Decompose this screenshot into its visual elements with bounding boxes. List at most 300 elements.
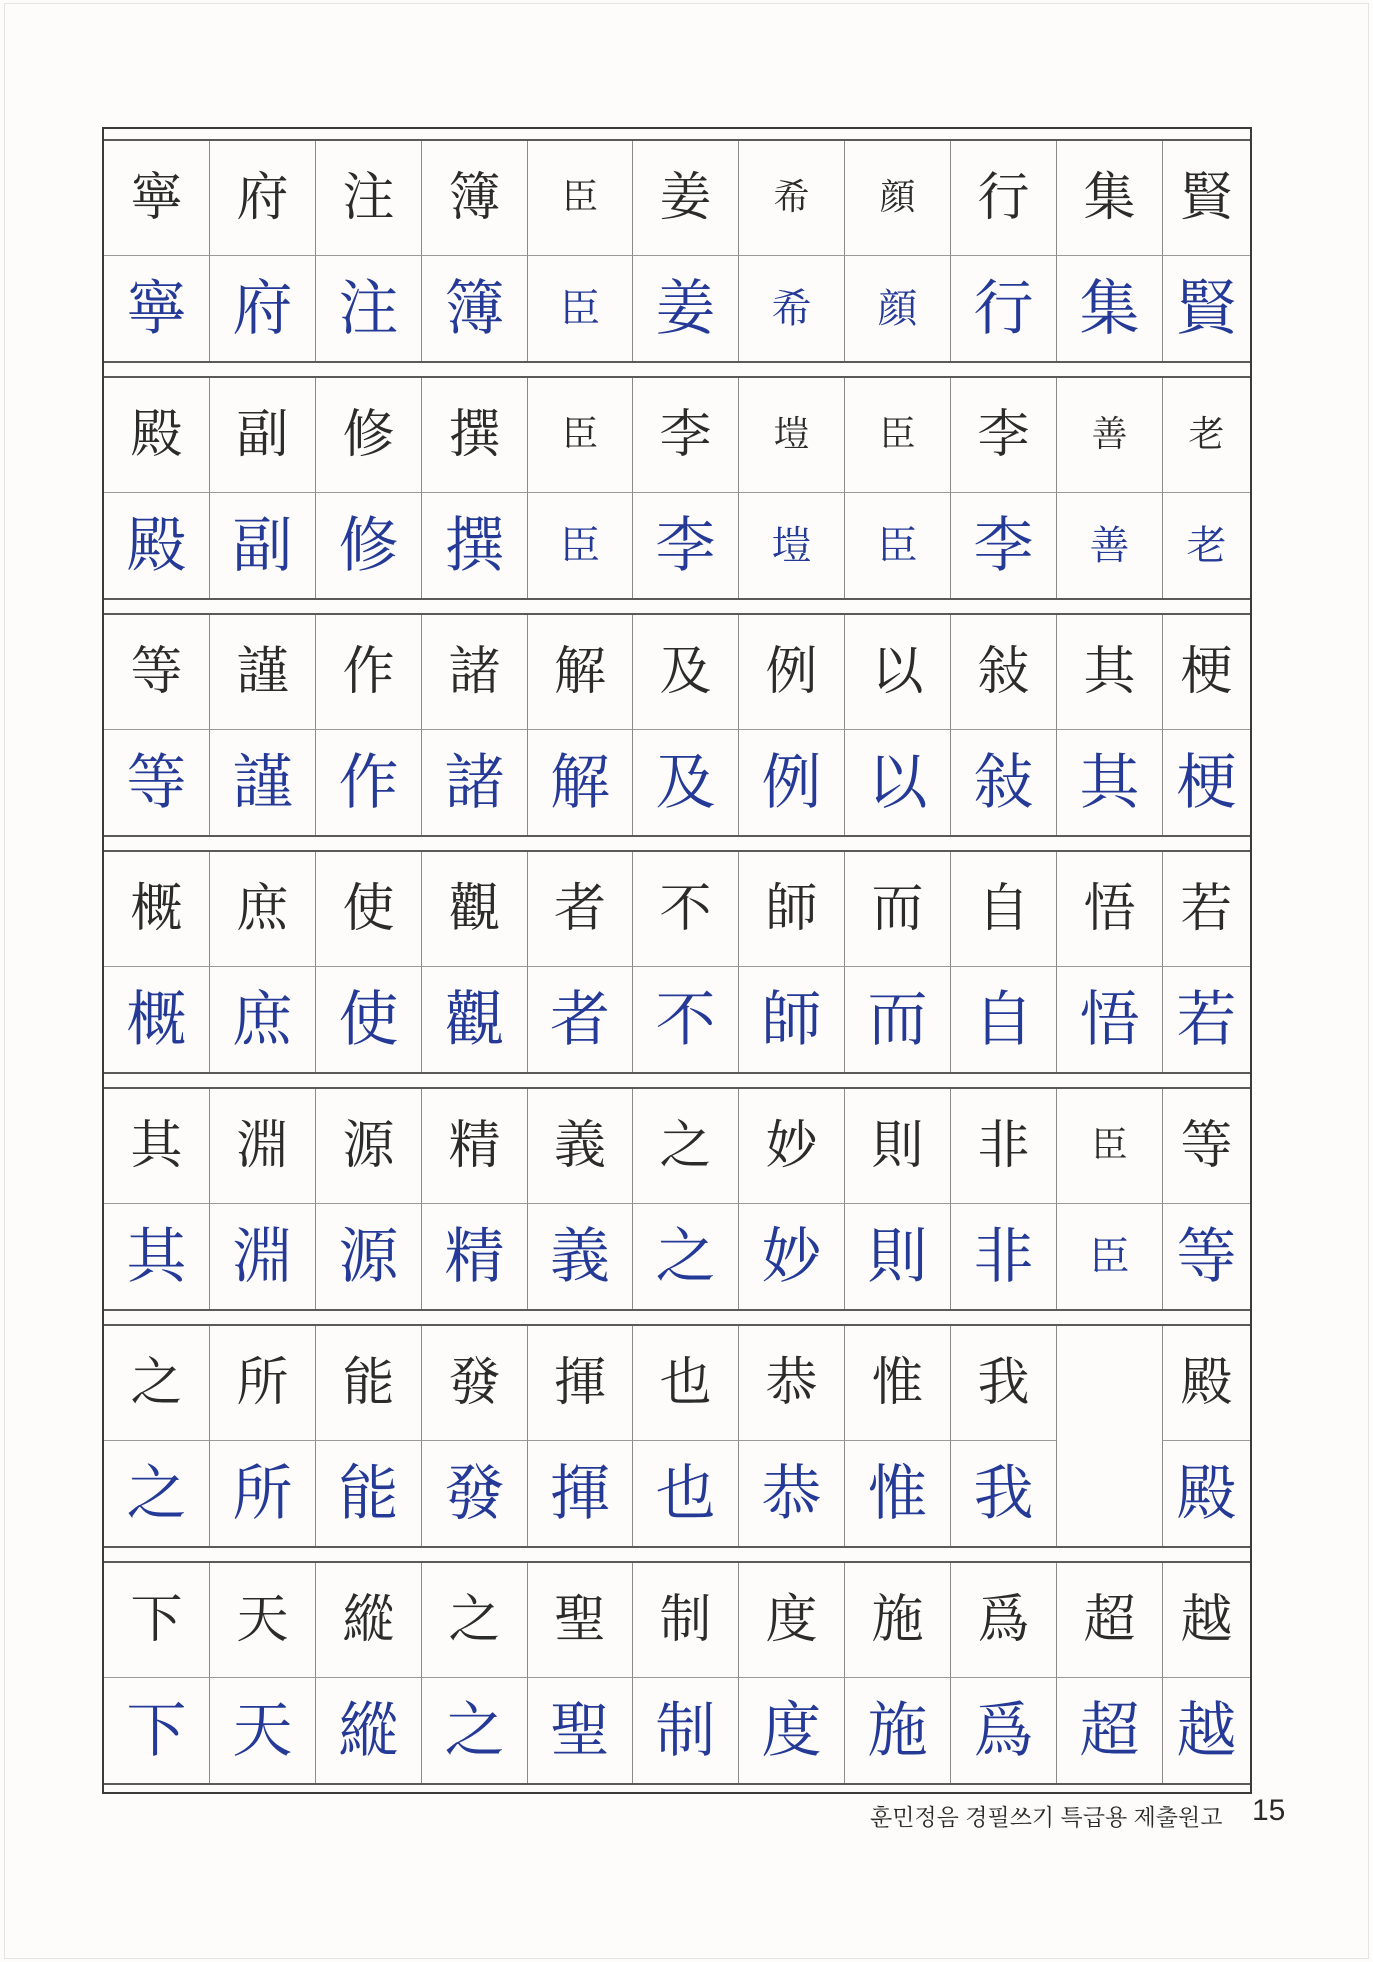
model-char: 施 <box>871 1590 924 1650</box>
handwritten-char: 者 <box>550 984 610 1055</box>
handwritten-char-cell <box>209 966 315 1072</box>
handwritten-char: 使 <box>338 984 399 1055</box>
model-char-cell <box>421 1326 527 1440</box>
model-char: 府 <box>236 168 289 228</box>
model-char-cell <box>421 1563 527 1677</box>
model-char-cell <box>950 615 1056 729</box>
handwritten-char-cell <box>632 729 738 835</box>
model-char: 其 <box>1083 642 1136 702</box>
model-char: 臣 <box>561 177 598 218</box>
handwritten-char-cell <box>1056 492 1162 598</box>
handwritten-char: 概 <box>126 984 187 1055</box>
handwritten-char: 等 <box>126 747 187 818</box>
handwritten-char: 源 <box>338 1221 399 1292</box>
model-char: 之 <box>659 1116 712 1176</box>
model-char-cell <box>1056 852 1162 966</box>
handwritten-char: 也 <box>655 1458 716 1529</box>
model-char-cell <box>1162 615 1250 729</box>
handwritten-char-cell <box>104 729 209 835</box>
handwritten-char: 淵 <box>232 1221 293 1292</box>
model-char-cell <box>632 378 738 492</box>
handwritten-char: 能 <box>338 1458 399 1529</box>
handwritten-char: 殿 <box>126 510 187 581</box>
model-char: 以 <box>871 642 924 702</box>
model-char-cell <box>209 141 315 255</box>
handwritten-char: 越 <box>1176 1695 1237 1766</box>
model-char-cell <box>950 1563 1056 1677</box>
model-char: 爲 <box>977 1590 1030 1650</box>
handwritten-char: 臣 <box>560 522 600 569</box>
handwritten-char-cell <box>104 492 209 598</box>
handwritten-char: 度 <box>761 1695 822 1766</box>
handwritten-char: 下 <box>126 1695 187 1766</box>
model-char: 顔 <box>879 177 916 218</box>
handwritten-char-cell <box>950 1440 1056 1546</box>
model-char-cell <box>104 141 209 255</box>
handwritten-char: 及 <box>655 747 716 818</box>
model-char-cell <box>632 1089 738 1203</box>
model-char-cell <box>844 141 950 255</box>
handwritten-char-cell <box>844 729 950 835</box>
handwritten-char-cell <box>315 729 421 835</box>
model-char: 簿 <box>448 168 501 228</box>
handwritten-char-cell <box>421 492 527 598</box>
handwritten-char-cell <box>315 492 421 598</box>
model-char-cell <box>1162 852 1250 966</box>
handwritten-char-cell <box>527 729 632 835</box>
model-char-cell <box>315 852 421 966</box>
handwritten-char: 自 <box>973 984 1034 1055</box>
handwritten-char: 敍 <box>973 747 1034 818</box>
handwritten-char-cell <box>104 1440 209 1546</box>
model-char-cell <box>738 378 844 492</box>
model-char-cell <box>1056 378 1162 492</box>
handwritten-char-cell <box>738 729 844 835</box>
handwritten-char-cell <box>738 1203 844 1309</box>
model-char: 妙 <box>765 1116 818 1176</box>
handwritten-char: 其 <box>126 1221 187 1292</box>
model-char-cell <box>738 1326 844 1440</box>
model-char: 概 <box>130 879 183 939</box>
model-char-cell <box>632 1563 738 1677</box>
handwritten-char: 諸 <box>444 747 505 818</box>
model-char: 天 <box>236 1590 289 1650</box>
model-char-cell <box>632 852 738 966</box>
model-char-cell <box>1056 1089 1162 1203</box>
handwritten-char: 臣 <box>1089 1233 1130 1280</box>
handwritten-char-cell <box>104 966 209 1072</box>
model-char-cell <box>738 615 844 729</box>
handwritten-char-cell <box>527 1677 632 1783</box>
handwritten-char: 作 <box>338 747 399 818</box>
model-char: 寧 <box>130 168 183 228</box>
model-char: 塏 <box>773 414 810 455</box>
handwritten-char: 揮 <box>550 1458 610 1529</box>
model-char: 能 <box>342 1353 395 1413</box>
handwritten-char-cell <box>950 729 1056 835</box>
handwritten-char-cell <box>1056 966 1162 1072</box>
model-char-cell <box>209 378 315 492</box>
model-char: 謹 <box>236 642 289 702</box>
grid-row <box>104 139 1250 363</box>
footer-title: 훈민정음 경필쓰기 특급용 제출원고 <box>870 1804 1223 1830</box>
handwritten-char: 恭 <box>761 1458 822 1529</box>
handwritten-char: 副 <box>232 510 293 581</box>
handwritten-char: 非 <box>973 1221 1034 1292</box>
model-char: 臣 <box>561 414 598 455</box>
handwritten-char-cell <box>632 492 738 598</box>
handwritten-char-cell <box>844 1440 950 1546</box>
handwritten-char-cell <box>1056 255 1162 361</box>
handwritten-char-cell <box>950 492 1056 598</box>
model-char: 臣 <box>879 414 916 455</box>
model-char-cell <box>527 615 632 729</box>
model-char: 等 <box>1180 1116 1233 1176</box>
handwritten-char: 則 <box>867 1221 928 1292</box>
model-char: 行 <box>977 168 1030 228</box>
model-char: 解 <box>553 642 606 702</box>
model-char: 其 <box>130 1116 183 1176</box>
handwritten-char: 制 <box>655 1695 716 1766</box>
handwritten-char: 注 <box>338 273 399 344</box>
handwritten-char-cell <box>950 255 1056 361</box>
handwritten-char: 妙 <box>761 1221 822 1292</box>
model-char: 度 <box>765 1590 818 1650</box>
model-char: 副 <box>236 405 289 465</box>
model-char: 善 <box>1091 414 1128 455</box>
model-char-cell <box>1162 1563 1250 1677</box>
model-char: 之 <box>448 1590 501 1650</box>
model-char-cell <box>844 378 950 492</box>
model-char-cell <box>738 1089 844 1203</box>
handwritten-char-cell <box>209 1203 315 1309</box>
handwritten-char: 聖 <box>550 1695 610 1766</box>
model-char: 聖 <box>553 1590 606 1650</box>
handwritten-char-cell <box>104 1203 209 1309</box>
handwritten-char: 臣 <box>877 522 918 569</box>
model-char-cell <box>209 615 315 729</box>
model-char-cell <box>844 852 950 966</box>
model-char-cell <box>950 141 1056 255</box>
handwritten-char: 例 <box>761 747 822 818</box>
handwritten-char: 善 <box>1089 522 1130 569</box>
handwritten-char-cell <box>632 966 738 1072</box>
model-char-cell <box>738 1563 844 1677</box>
model-char: 姜 <box>659 168 712 228</box>
handwritten-char: 之 <box>655 1221 716 1292</box>
model-char: 縱 <box>342 1590 395 1650</box>
handwritten-char-cell <box>315 1203 421 1309</box>
model-char: 希 <box>773 177 810 218</box>
model-char-cell <box>104 1089 209 1203</box>
model-char-cell <box>104 378 209 492</box>
handwritten-char-cell <box>421 1203 527 1309</box>
model-char: 撰 <box>448 405 501 465</box>
model-char: 集 <box>1083 168 1136 228</box>
model-char: 而 <box>871 879 924 939</box>
model-char: 梗 <box>1180 642 1233 702</box>
model-char-cell <box>421 615 527 729</box>
model-char-cell <box>1162 141 1250 255</box>
handwritten-char-cell <box>844 966 950 1072</box>
model-char: 殿 <box>1180 1353 1233 1413</box>
model-char-cell <box>950 1326 1056 1440</box>
handwritten-char-cell <box>738 255 844 361</box>
model-char: 非 <box>977 1116 1030 1176</box>
model-char: 及 <box>659 642 712 702</box>
page-number: 15 <box>1252 1794 1286 1827</box>
handwritten-char: 集 <box>1079 273 1140 344</box>
handwritten-char: 賢 <box>1176 273 1237 344</box>
handwritten-char-cell <box>1162 1677 1250 1783</box>
handwritten-char-cell <box>1162 492 1250 598</box>
model-char: 不 <box>659 879 712 939</box>
model-char: 越 <box>1180 1590 1233 1650</box>
model-char: 自 <box>977 879 1030 939</box>
handwritten-char-cell <box>1056 729 1162 835</box>
model-char-cell <box>209 1563 315 1677</box>
empty-cell <box>1056 1326 1162 1546</box>
handwritten-char: 李 <box>655 510 716 581</box>
model-char-cell <box>104 1326 209 1440</box>
handwritten-char-cell <box>421 255 527 361</box>
model-char-cell <box>738 141 844 255</box>
handwritten-char-cell <box>1162 255 1250 361</box>
handwritten-char: 之 <box>444 1695 505 1766</box>
handwritten-char-cell <box>844 1677 950 1783</box>
handwritten-char-cell <box>1162 966 1250 1072</box>
model-char-cell <box>527 852 632 966</box>
handwritten-char: 之 <box>126 1458 187 1529</box>
grid-row <box>104 1561 1250 1785</box>
model-char: 修 <box>342 405 395 465</box>
handwritten-char-cell <box>527 492 632 598</box>
handwritten-char-cell <box>844 492 950 598</box>
model-char-cell <box>738 852 844 966</box>
model-char: 等 <box>130 642 183 702</box>
writing-sheet <box>102 127 1252 1794</box>
model-char: 例 <box>765 642 818 702</box>
model-char: 則 <box>871 1116 924 1176</box>
model-char-cell <box>315 1089 421 1203</box>
model-char-cell <box>209 1326 315 1440</box>
handwritten-char: 姜 <box>655 273 716 344</box>
model-char: 殿 <box>130 405 183 465</box>
model-char-cell <box>421 378 527 492</box>
model-char-cell <box>632 615 738 729</box>
handwritten-char: 不 <box>655 984 716 1055</box>
model-char-cell <box>1162 1326 1250 1440</box>
handwritten-char: 簿 <box>444 273 505 344</box>
handwritten-char: 庶 <box>232 984 293 1055</box>
handwritten-char: 惟 <box>867 1458 928 1529</box>
handwritten-char-cell <box>209 492 315 598</box>
handwritten-char: 所 <box>232 1458 293 1529</box>
handwritten-char: 謹 <box>232 747 293 818</box>
model-char-cell <box>315 1563 421 1677</box>
model-char-cell <box>527 141 632 255</box>
handwritten-char-cell <box>844 1203 950 1309</box>
handwritten-char: 塏 <box>771 522 812 569</box>
handwritten-char-cell <box>632 255 738 361</box>
handwritten-char: 解 <box>550 747 610 818</box>
model-char-cell <box>104 852 209 966</box>
model-char-cell <box>1056 141 1162 255</box>
handwritten-char-cell <box>950 966 1056 1072</box>
handwritten-char: 顔 <box>877 285 918 332</box>
handwritten-char: 行 <box>973 273 1034 344</box>
grid-row <box>104 1087 1250 1311</box>
model-char-cell <box>421 852 527 966</box>
model-char: 我 <box>977 1353 1030 1413</box>
model-char-cell <box>632 141 738 255</box>
handwritten-char-cell <box>1162 1203 1250 1309</box>
model-char: 悟 <box>1083 879 1136 939</box>
model-char: 諸 <box>448 642 501 702</box>
handwritten-char-cell <box>1162 1440 1250 1546</box>
model-char-cell <box>104 615 209 729</box>
handwritten-char-cell <box>104 1677 209 1783</box>
handwritten-char: 觀 <box>444 984 505 1055</box>
handwritten-char: 若 <box>1176 984 1237 1055</box>
model-char: 所 <box>236 1353 289 1413</box>
grid-row <box>104 376 1250 600</box>
handwritten-char-cell <box>104 255 209 361</box>
handwritten-char-cell <box>950 1677 1056 1783</box>
model-char: 老 <box>1188 414 1225 455</box>
handwritten-char: 李 <box>973 510 1034 581</box>
handwritten-char: 寧 <box>126 273 187 344</box>
handwritten-char-cell <box>527 966 632 1072</box>
model-char-cell <box>844 1563 950 1677</box>
model-char-cell <box>315 1326 421 1440</box>
handwritten-char: 發 <box>444 1458 505 1529</box>
handwritten-char: 臣 <box>560 285 600 332</box>
handwritten-char-cell <box>421 1440 527 1546</box>
handwritten-char: 梗 <box>1176 747 1237 818</box>
model-char-cell <box>844 1089 950 1203</box>
handwritten-char: 爲 <box>973 1695 1034 1766</box>
handwritten-char: 師 <box>761 984 822 1055</box>
handwritten-char-cell <box>315 1440 421 1546</box>
model-char: 惟 <box>871 1353 924 1413</box>
model-char: 敍 <box>977 642 1030 702</box>
handwritten-char: 撰 <box>444 510 505 581</box>
model-char: 師 <box>765 879 818 939</box>
model-char: 李 <box>977 405 1030 465</box>
handwritten-char-cell <box>421 966 527 1072</box>
model-char-cell <box>527 378 632 492</box>
handwritten-char-cell <box>315 255 421 361</box>
model-char: 揮 <box>553 1353 606 1413</box>
model-char-cell <box>421 1089 527 1203</box>
model-char: 賢 <box>1180 168 1233 228</box>
model-char: 超 <box>1083 1590 1136 1650</box>
handwritten-char-cell <box>738 492 844 598</box>
model-char-cell <box>527 1326 632 1440</box>
handwritten-char: 修 <box>338 510 399 581</box>
model-char-cell <box>844 615 950 729</box>
grid-row <box>104 613 1250 837</box>
model-char-cell <box>950 378 1056 492</box>
handwritten-char-cell <box>527 1440 632 1546</box>
handwritten-char: 其 <box>1079 747 1140 818</box>
model-char-cell <box>1162 378 1250 492</box>
handwritten-char-cell <box>209 1440 315 1546</box>
handwritten-char-cell <box>421 729 527 835</box>
model-char-cell <box>632 1326 738 1440</box>
handwritten-char: 希 <box>771 285 812 332</box>
handwritten-char-cell <box>1056 1203 1162 1309</box>
model-char-cell <box>1162 1089 1250 1203</box>
model-char: 制 <box>659 1590 712 1650</box>
model-char-cell <box>315 141 421 255</box>
model-char: 精 <box>448 1116 501 1176</box>
handwritten-char-cell <box>632 1203 738 1309</box>
handwritten-char: 殿 <box>1176 1458 1237 1529</box>
handwritten-char: 以 <box>867 747 928 818</box>
handwritten-char: 天 <box>232 1695 293 1766</box>
model-char: 義 <box>553 1116 606 1176</box>
model-char-cell <box>421 141 527 255</box>
model-char: 李 <box>659 405 712 465</box>
handwritten-char-cell <box>950 1203 1056 1309</box>
model-char: 恭 <box>765 1353 818 1413</box>
handwritten-char: 縱 <box>338 1695 399 1766</box>
model-char: 使 <box>342 879 395 939</box>
model-char: 也 <box>659 1353 712 1413</box>
model-char-cell <box>315 615 421 729</box>
handwritten-char-cell <box>315 966 421 1072</box>
handwritten-char-cell <box>632 1440 738 1546</box>
model-char: 庶 <box>236 879 289 939</box>
model-char-cell <box>1056 615 1162 729</box>
handwritten-char: 我 <box>973 1458 1034 1529</box>
handwritten-char: 老 <box>1186 522 1227 569</box>
handwritten-char-cell <box>1056 1677 1162 1783</box>
model-char-cell <box>315 378 421 492</box>
handwritten-char: 府 <box>232 273 293 344</box>
handwritten-char-cell <box>632 1677 738 1783</box>
model-char-cell <box>844 1326 950 1440</box>
handwritten-char-cell <box>527 255 632 361</box>
model-char-cell <box>950 852 1056 966</box>
model-char: 發 <box>448 1353 501 1413</box>
model-char: 臣 <box>1091 1125 1128 1166</box>
handwritten-char-cell <box>315 1677 421 1783</box>
handwritten-char: 義 <box>550 1221 610 1292</box>
model-char: 者 <box>553 879 606 939</box>
model-char: 注 <box>342 168 395 228</box>
handwritten-char-cell <box>209 255 315 361</box>
model-char-cell <box>1056 1563 1162 1677</box>
grid-row <box>104 1324 1250 1548</box>
handwritten-char-cell <box>738 966 844 1072</box>
handwritten-char-cell <box>527 1203 632 1309</box>
model-char-cell <box>527 1563 632 1677</box>
handwritten-char: 等 <box>1176 1221 1237 1292</box>
handwritten-char-cell <box>421 1677 527 1783</box>
handwritten-char: 悟 <box>1079 984 1140 1055</box>
handwritten-char-cell <box>1162 729 1250 835</box>
handwritten-char: 而 <box>867 984 928 1055</box>
handwritten-char-cell <box>209 1677 315 1783</box>
model-char: 下 <box>130 1590 183 1650</box>
grid-row <box>104 850 1250 1074</box>
handwritten-char-cell <box>738 1677 844 1783</box>
model-char-cell <box>527 1089 632 1203</box>
model-char-cell <box>209 1089 315 1203</box>
